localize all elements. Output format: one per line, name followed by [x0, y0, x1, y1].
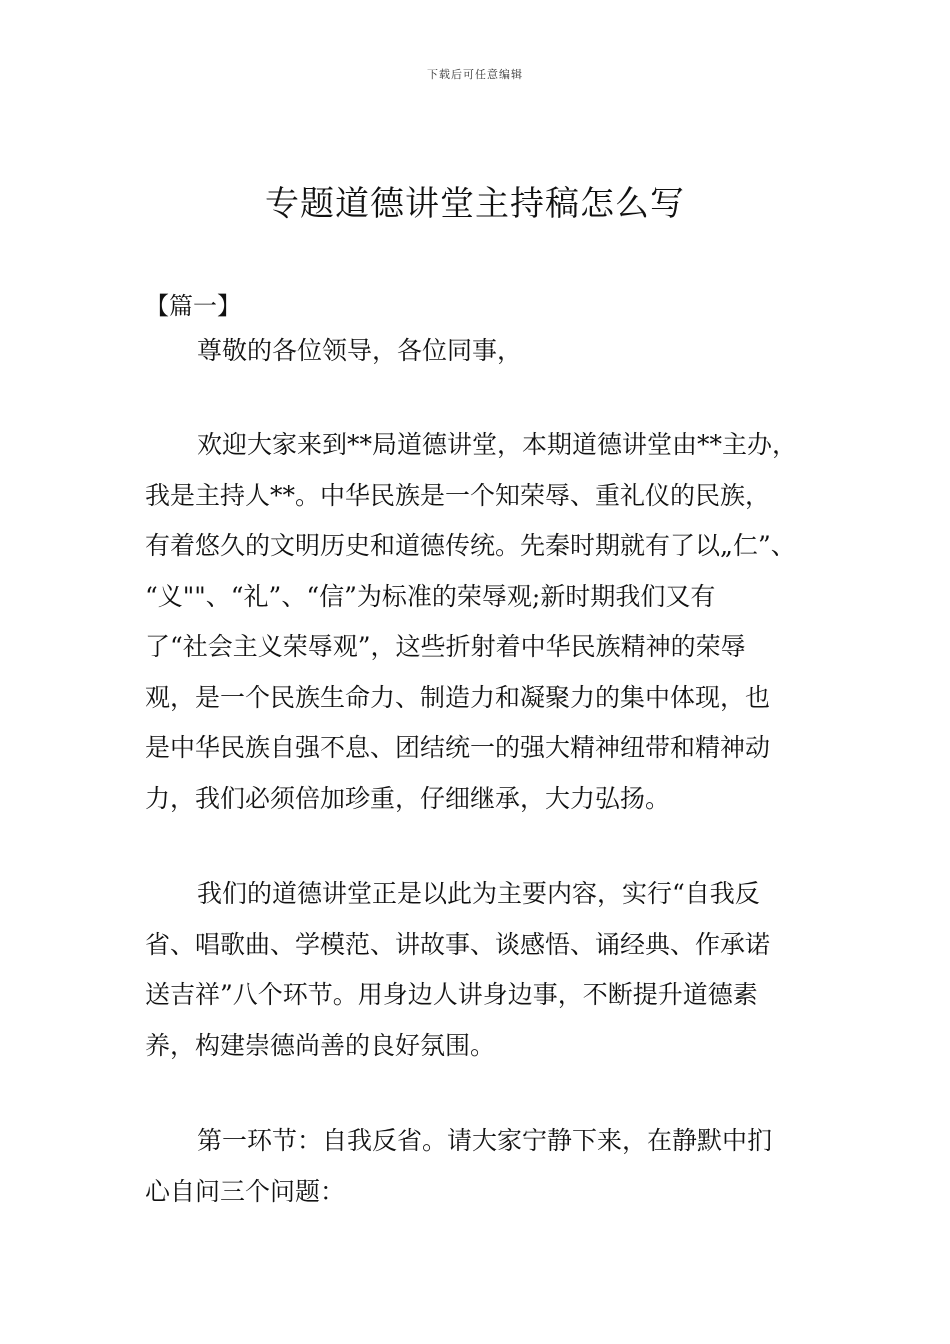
step1-paragraph — [145, 1116, 825, 1217]
document-title: 专题道德讲堂主持稿怎么写 — [265, 184, 685, 224]
paragraph-line: 尊敬的各位领导，各位同事， — [197, 336, 523, 365]
paragraph-line: 第一环节：自我反省。请大家宁静下来，在静默中扪 — [197, 1126, 773, 1155]
header-note: 下载后可任意编辑 — [427, 68, 523, 81]
paragraph-line: 欢迎大家来到**局道德讲堂，本期道德讲堂由**主办， — [197, 430, 798, 459]
paragraph-line: 省、唱歌曲、学模范、讲故事、谈感悟、诵经典、作承诺 — [145, 929, 771, 959]
content-paragraph — [145, 869, 825, 1071]
paragraph-line: 养，构建崇德尚善的良好氛围。 — [145, 1030, 496, 1060]
paragraph-line: 是中华民族自强不息、团结统一的强大精神纽带和精神动 — [145, 733, 771, 762]
section-label: 【篇一】 — [145, 292, 241, 320]
paragraph-line: 有着悠久的文明历史和道德传统。先秦时期就有了以„仁”、 — [145, 531, 796, 560]
intro-paragraph — [145, 420, 825, 824]
paragraph-line: 我是主持人**。中华民族是一个知荣辱、重礼仪的民族， — [145, 480, 771, 510]
paragraph-line: 力，我们必须倍加珍重，仔细继承，大力弘扬。 — [145, 783, 671, 813]
paragraph-line: “义""、“礼”、“信”为标准的荣辱观;新时期我们又有 — [145, 581, 716, 611]
paragraph-line: 了“社会主义荣辱观”，这些折射着中华民族精神的荣辱 — [145, 632, 746, 661]
paragraph-line: 观，是一个民族生命力、制造力和凝聚力的集中体现，也 — [145, 682, 771, 712]
paragraph-line: 我们的道德讲堂正是以此为主要内容，实行“自我反 — [197, 879, 760, 908]
paragraph-line: 送吉祥”八个环节。用身边人讲身边事，不断提升道德素 — [145, 980, 758, 1009]
greeting-paragraph — [145, 326, 825, 377]
paragraph-line: 心自问三个问题： — [145, 1176, 346, 1206]
